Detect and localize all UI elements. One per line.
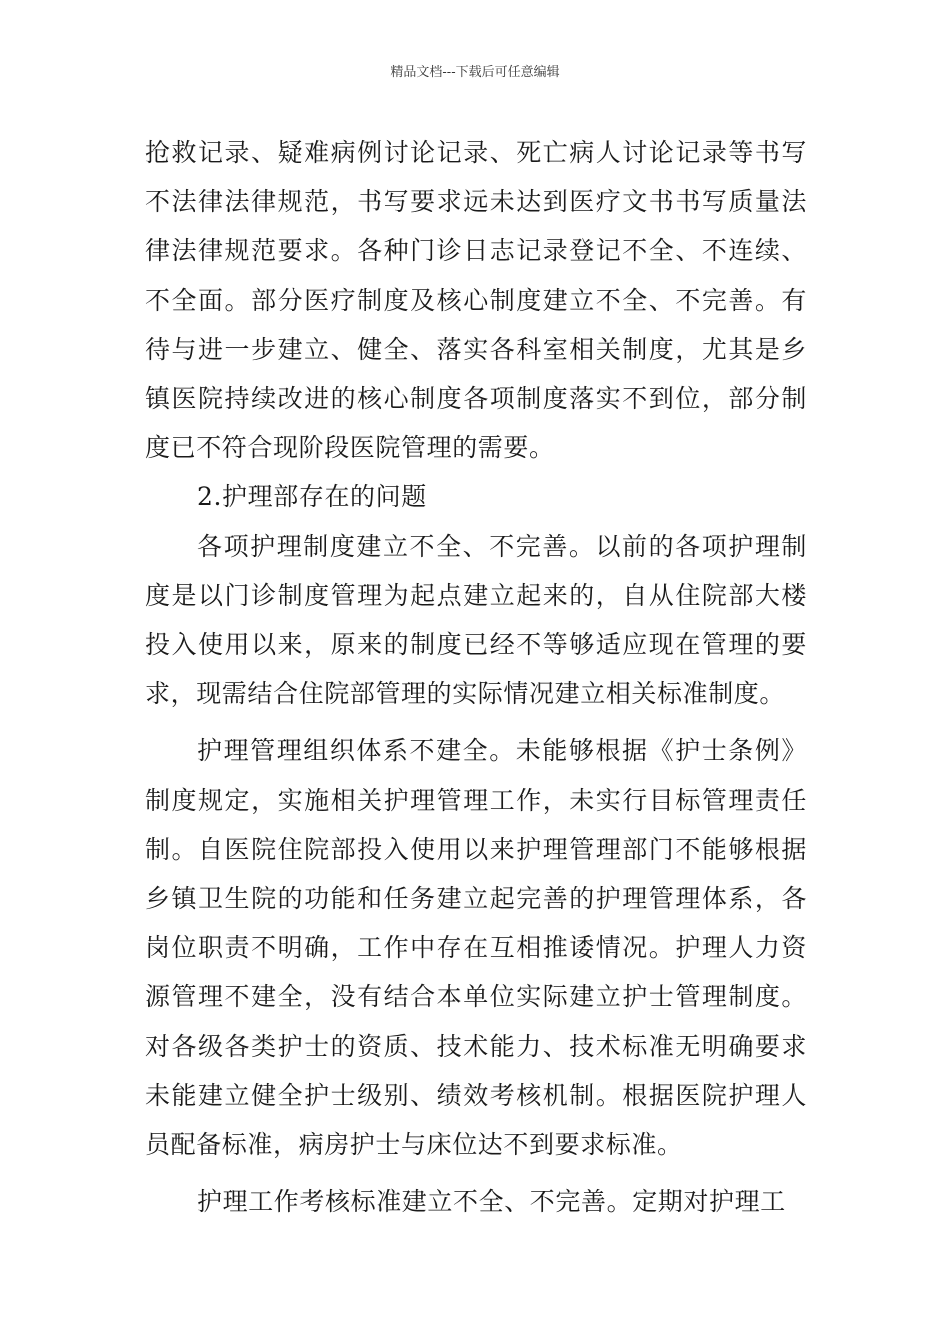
paragraph-nursing-organization: 护理管理组织体系不建全。未能够根据《护士条例》制度规定，实施相关护理管理工作，未实行目标管理责任制。自医院住院部投入使用以来护理管理部门不能够根据乡镇卫生院的功能和任务建立起完善的护理管理体系，各岗位职责不明确，工作中存在互相推诿情况。护理人力资源管理不建全，没有结合本单位实际建立护士管理制度。对各级各类护士的资质、技术能力、技术标准无明确要求未能建立健全护士级别、绩效考核机制。根据医院护理人员配备标准，病房护士与床位达不到要求标准。 [145,736,807,1160]
paragraph-medical-records: 抢救记录、疑难病例讨论记录、死亡病人讨论记录等书写不法律法律规范，书写要求远未达到医疗文书书写质量法律法律规范要求。各种门诊日志记录登记不全、不连续、不全面。部分医疗制度及核心制度建立不全、不完善。有待与进一步建立、健全、落实各科室相关制度，尤其是乡镇医院持续改进的核心制度各项制度落实不到位，部分制度已不符合现阶段医院管理的需要。 [145,138,807,463]
section-heading-nursing-problems: 2.护理部存在的问题 [197,482,427,512]
document-body [145,128,807,1226]
paragraph-nursing-system: 各项护理制度建立不全、不完善。以前的各项护理制度是以门诊制度管理为起点建立起来的，自从住院部大楼投入使用以来，原来的制度已经不等够适应现在管理的要求，现需结合住院部管理的实际情况建立相关标准制度。 [145,531,807,709]
paragraph-nursing-assessment: 护理工作考核标准建立不全、不完善。定期对护理工 [197,1187,786,1217]
page-header: 精品文档---下载后可任意编辑 [390,65,560,80]
